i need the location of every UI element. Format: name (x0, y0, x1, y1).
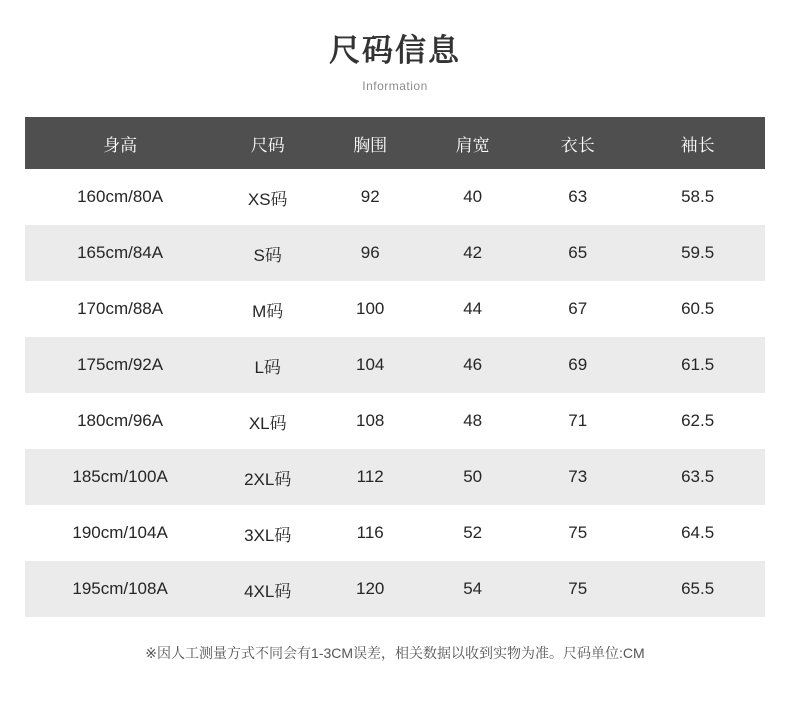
table-cell: 104 (356, 355, 385, 374)
table-row (25, 169, 765, 225)
table-cell: 170cm/88A (77, 299, 164, 318)
table-row (25, 281, 765, 337)
table-cell: 96 (360, 243, 380, 262)
table-row (25, 449, 765, 505)
table-cell: L码 (254, 357, 281, 377)
table-cell: 100 (356, 299, 385, 318)
table-cell: 60.5 (681, 299, 715, 318)
size-table (25, 117, 765, 617)
table-cell: 108 (356, 411, 385, 430)
table-row (25, 225, 765, 281)
table-cell: 120 (356, 579, 385, 598)
table-cell: 69 (568, 355, 588, 374)
table-cell: 40 (463, 187, 483, 206)
column-header: 袖长 (630, 117, 765, 169)
column-header: 肩宽 (420, 117, 525, 169)
column-header: 胸围 (320, 117, 420, 169)
measurement-footnote: ※因人工测量方式不同会有1-3CM误差，相关数据以收到实物为准。尺码单位:CM (145, 645, 645, 661)
page-subtitle: Information (362, 79, 428, 93)
table-cell: 75 (568, 523, 588, 542)
column-header: 衣长 (525, 117, 630, 169)
table-cell: S码 (253, 245, 282, 265)
table-cell: 160cm/80A (77, 187, 164, 206)
size-table-head (25, 117, 765, 169)
table-row (25, 393, 765, 449)
table-cell: 44 (463, 299, 483, 318)
table-cell: 165cm/84A (77, 243, 164, 262)
table-cell: 3XL码 (244, 525, 292, 545)
table-cell: 48 (463, 411, 483, 430)
table-cell: 73 (568, 467, 588, 486)
column-header: 身高 (25, 117, 215, 169)
table-cell: 65.5 (681, 579, 715, 598)
table-cell: 58.5 (681, 187, 715, 206)
table-cell: 54 (463, 579, 483, 598)
column-header: 尺码 (215, 117, 320, 169)
table-row (25, 561, 765, 617)
table-cell: 59.5 (681, 243, 715, 262)
table-cell: 62.5 (681, 411, 715, 430)
table-row (25, 505, 765, 561)
table-cell: XS码 (247, 189, 288, 209)
table-cell: 185cm/100A (72, 467, 168, 486)
table-cell: 67 (568, 299, 588, 318)
table-cell: 175cm/92A (77, 355, 164, 374)
table-cell: 75 (568, 579, 588, 598)
size-table-header-row (25, 117, 765, 169)
table-cell: 92 (360, 187, 380, 206)
table-cell: 63.5 (681, 467, 715, 486)
table-cell: 50 (463, 467, 483, 486)
table-cell: 112 (356, 467, 384, 486)
table-cell: 52 (463, 523, 483, 542)
table-cell: 190cm/104A (72, 523, 168, 542)
table-cell: 195cm/108A (72, 579, 168, 598)
table-cell: 46 (463, 355, 483, 374)
table-cell: 180cm/96A (77, 411, 164, 430)
table-cell: 42 (463, 243, 483, 262)
table-cell: 64.5 (681, 523, 715, 542)
table-cell: 4XL码 (244, 581, 292, 601)
table-cell: XL码 (248, 413, 287, 433)
table-cell: 116 (356, 523, 384, 542)
table-cell: 2XL码 (244, 469, 292, 489)
table-cell: 65 (568, 243, 588, 262)
page-title: 尺码信息 (329, 33, 461, 68)
table-row (25, 337, 765, 393)
size-table-body (25, 169, 765, 617)
table-cell: M码 (252, 301, 284, 321)
table-cell: 63 (568, 187, 588, 206)
table-cell: 71 (568, 411, 588, 430)
table-cell: 61.5 (681, 355, 715, 374)
